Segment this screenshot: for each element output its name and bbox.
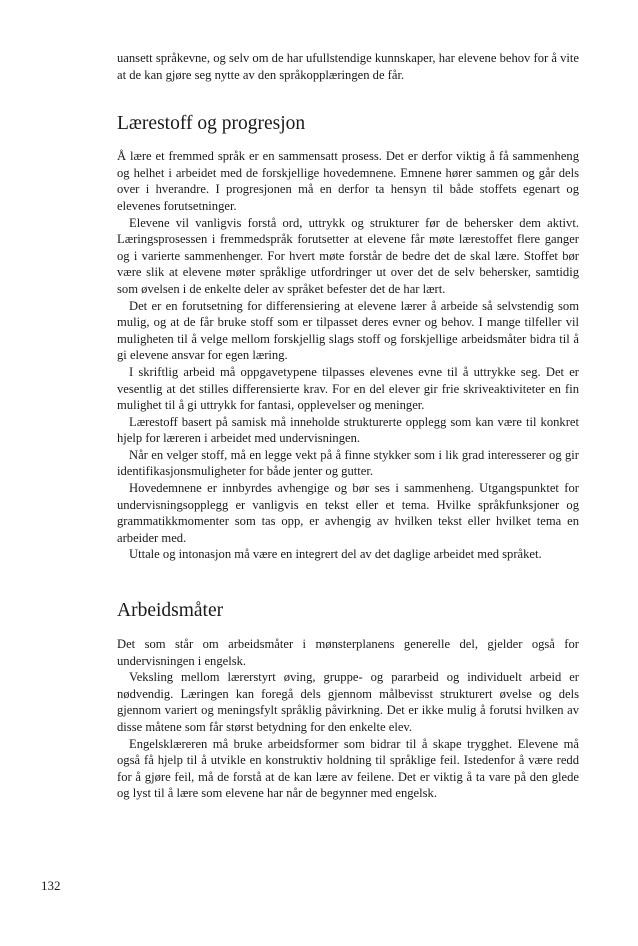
paragraph: Hovedemnene er innbyrdes avhengige og bør ses i sammenheng. Utgangspunktet for undervisningsopplegg er vanligvis en tekst eller et tema. Hvilke språkfunksjoner og grammatikkmomenter som tas opp, er avhengig av hvilken tekst eller hvilket tema en arbeider med. bbox=[117, 481, 579, 545]
paragraph: Uttale og intonasjon må være en integrert del av det daglige arbeidet med språket. bbox=[129, 547, 542, 562]
section-heading-laerestoff: Lærestoff og progresjon bbox=[117, 113, 306, 135]
paragraph: Elevene vil vanligvis forstå ord, uttrykk og strukturer før de behersker dem aktivt. Læringsprosessen i fremmedspråk forutsetter at elevene får møte lærestoffet flere ganger og i varierte sammenhenger. For hvert møte forstår de bedre det de skal lære. Stoffet bør være slik at elevene møter språklige utfordringer ut over det de selv behersker, samtidig som øvelsen i de enkelte deler av språket befester det de har lært. bbox=[117, 215, 579, 296]
paragraph: Å lære et fremmed språk er en sammensatt prosess. Det er derfor viktig å få sammenheng og helhet i arbeidet med de forskjellige hovedemnene. Emnene hører sammen og går dels over i hverandre. I progresjonen må en derfor ta hensyn til både stoffets egenart og elevenes forutsetninger. bbox=[117, 149, 579, 213]
paragraph: Det er en forutsetning for differensiering at elevene lærer å arbeide så selvstendig som mulig, og at de får bruke stoff som er tilpasset deres evner og behov. I mange tilfeller vil muligheten til å velge mellom forskjellig slags stoff og forskjellige arbeidsmåter bidra til å gi elevene ansvar for egen læring. bbox=[117, 298, 579, 363]
section-heading-arbeidsmater: Arbeidsmåter bbox=[117, 600, 224, 622]
paragraph: I skriftlig arbeid må oppgavetypene tilpasses elevenes evne til å uttrykke seg. Det er vesentlig at det stilles differensierte krav. For en del elever gir frie skriveaktiviteter en fin mulighet til å gi uttrykk for fantasi, opplevelser og meninger. bbox=[117, 364, 579, 413]
paragraph: Når en velger stoff, må en legge vekt på å finne stykker som i lik grad interesserer og gir identifikasjonsmuligheter for både jenter og gutter. bbox=[117, 447, 579, 479]
page-number: 132 bbox=[41, 878, 61, 893]
paragraph: Veksling mellom lærerstyrt øving, gruppe- og pararbeid og individuelt arbeid er nødvendig. Læringen kan foregå dels gjennom målbevisst strukturert øvelse og dels gjennom variert og meningsfylt språklig påvirkning. Det er ikke mulig å forutsi hvilken av disse måtene som får størst betydning for den enkelte elev. bbox=[117, 670, 579, 734]
intro-paragraph: uansett språkevne, og selv om de har ufullstendige kunnskaper, har elevene behov for å vite at de kan gjøre seg nytte av den språkopplæringen de får. bbox=[117, 51, 579, 82]
paragraph: Det som står om arbeidsmåter i mønsterplanens generelle del, gjelder også for undervisningen i engelsk. bbox=[117, 637, 579, 668]
text-column bbox=[117, 50, 579, 802]
paragraph: Lærestoff basert på samisk må inneholde strukturerte opplegg som kan være til konkret hjelp for læreren i arbeidet med undervisningen. bbox=[117, 414, 579, 446]
paragraph: Engelsklæreren må bruke arbeidsformer som bidrar til å skape trygghet. Elevene må også få hjelp til å utvikle en konstruktiv holdning til språklige feil. Istedenfor å være redd for å gjøre feil, må de forstå at de kan lære av feilene. Det er viktig å ta vare på den glede og lyst til å lære som elevene har når de begynner med engelsk. bbox=[117, 736, 579, 801]
